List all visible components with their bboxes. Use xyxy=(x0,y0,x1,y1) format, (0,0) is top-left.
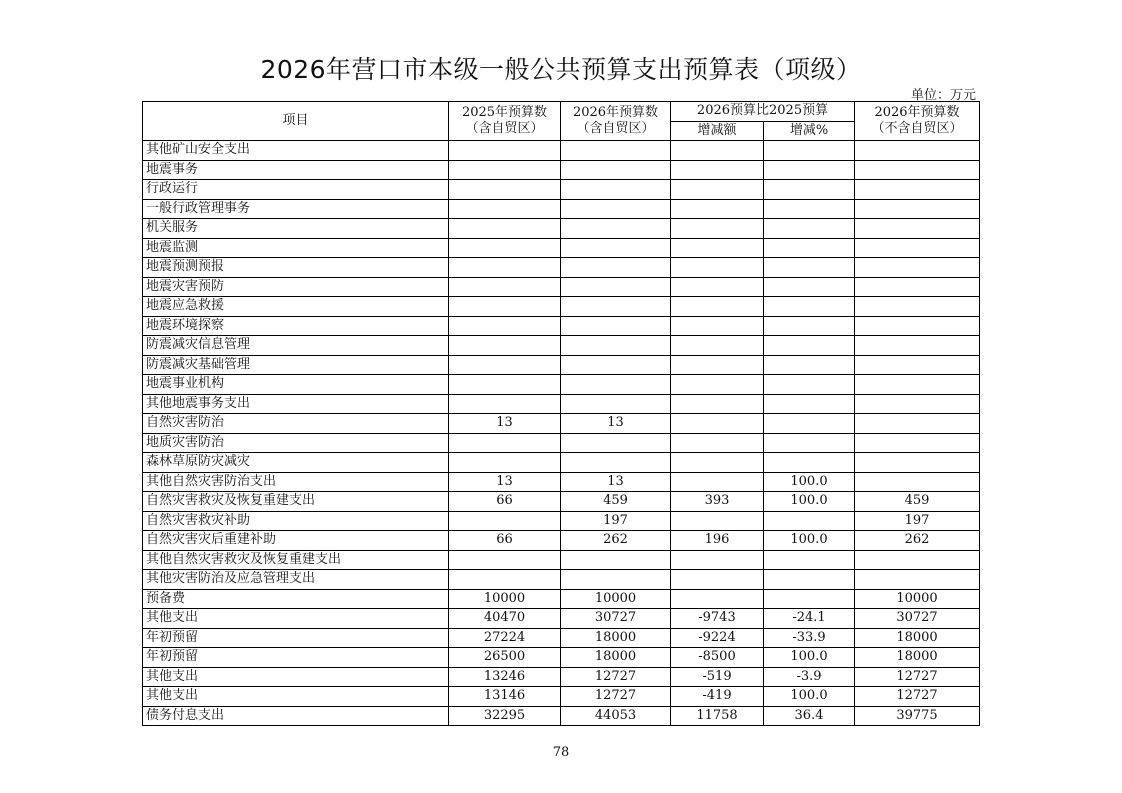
item-name-cell: 其他灾害防治及应急管理支出 xyxy=(143,570,449,590)
change-amount-cell xyxy=(671,141,764,161)
budget-2026-cell xyxy=(561,277,671,297)
change-amount-cell xyxy=(671,453,764,473)
change-amount-cell: 11758 xyxy=(671,706,764,726)
change-pct-cell xyxy=(764,433,855,453)
budget-2026-excl-cell: 459 xyxy=(855,492,980,512)
table-row xyxy=(143,550,980,570)
budget-2026-excl-cell: 18000 xyxy=(855,628,980,648)
item-name-cell: 债务付息支出 xyxy=(143,706,449,726)
table-row xyxy=(143,648,980,668)
change-pct-cell xyxy=(764,570,855,590)
table-row xyxy=(143,375,980,395)
change-pct-cell: 100.0 xyxy=(764,472,855,492)
change-pct-cell xyxy=(764,414,855,434)
item-name-cell: 年初预留 xyxy=(143,648,449,668)
change-pct-cell xyxy=(764,375,855,395)
item-name-cell: 自然灾害灾后重建补助 xyxy=(143,531,449,551)
change-amount-cell xyxy=(671,589,764,609)
change-pct-cell xyxy=(764,238,855,258)
change-amount-cell xyxy=(671,570,764,590)
item-name-cell: 其他地震事务支出 xyxy=(143,394,449,414)
budget-2026-cell xyxy=(561,180,671,200)
header-2026-line1: 2026年预算数 xyxy=(572,105,659,120)
change-pct-cell xyxy=(764,355,855,375)
change-amount-cell: -9224 xyxy=(671,628,764,648)
change-amount-cell: -419 xyxy=(671,687,764,707)
change-amount-cell xyxy=(671,472,764,492)
header-change-amount: 增减额 xyxy=(671,121,764,141)
budget-2025-cell: 13146 xyxy=(449,687,561,707)
item-name-cell: 地质灾害防治 xyxy=(143,433,449,453)
change-amount-cell xyxy=(671,550,764,570)
budget-2026-cell: 459 xyxy=(561,492,671,512)
budget-2026-excl-cell: 12727 xyxy=(855,687,980,707)
budget-2025-cell xyxy=(449,570,561,590)
change-pct-cell xyxy=(764,453,855,473)
change-pct-cell xyxy=(764,511,855,531)
change-amount-cell xyxy=(671,199,764,219)
change-amount-cell xyxy=(671,355,764,375)
budget-2026-cell xyxy=(561,570,671,590)
budget-2026-excl-cell xyxy=(855,375,980,395)
item-name-cell: 年初预留 xyxy=(143,628,449,648)
budget-2026-cell xyxy=(561,258,671,278)
budget-2026-cell: 18000 xyxy=(561,628,671,648)
change-amount-cell xyxy=(671,316,764,336)
change-amount-cell xyxy=(671,297,764,317)
budget-2025-cell xyxy=(449,180,561,200)
table-row xyxy=(143,141,980,161)
change-pct-cell xyxy=(764,219,855,239)
budget-2026-cell: 44053 xyxy=(561,706,671,726)
budget-2026-excl-cell: 30727 xyxy=(855,609,980,629)
header-compare-group: 2026预算比2025预算 xyxy=(671,102,855,122)
budget-2026-excl-cell xyxy=(855,453,980,473)
budget-2025-cell xyxy=(449,277,561,297)
budget-2025-cell xyxy=(449,199,561,219)
change-pct-cell xyxy=(764,550,855,570)
budget-2026-cell xyxy=(561,550,671,570)
table-row xyxy=(143,355,980,375)
change-pct-cell: -33.9 xyxy=(764,628,855,648)
item-name-cell: 其他自然灾害救灾及恢复重建支出 xyxy=(143,550,449,570)
change-amount-cell: 196 xyxy=(671,531,764,551)
item-name-cell: 其他支出 xyxy=(143,687,449,707)
change-pct-cell xyxy=(764,316,855,336)
table-row xyxy=(143,160,980,180)
budget-2026-cell: 13 xyxy=(561,414,671,434)
change-amount-cell xyxy=(671,414,764,434)
budget-2025-cell: 66 xyxy=(449,492,561,512)
table-row xyxy=(143,511,980,531)
item-name-cell: 地震环境探察 xyxy=(143,316,449,336)
budget-2026-excl-cell: 262 xyxy=(855,531,980,551)
unit-label: 单位：万元 xyxy=(910,88,976,103)
header-change-pct: 增减% xyxy=(764,121,855,141)
change-pct-cell: 100.0 xyxy=(764,648,855,668)
budget-2025-cell: 40470 xyxy=(449,609,561,629)
budget-2026-cell: 18000 xyxy=(561,648,671,668)
change-amount-cell xyxy=(671,238,764,258)
table-row xyxy=(143,609,980,629)
budget-2026-excl-cell xyxy=(855,433,980,453)
change-amount-cell: -9743 xyxy=(671,609,764,629)
budget-2025-cell xyxy=(449,238,561,258)
budget-2026-excl-cell xyxy=(855,199,980,219)
budget-2026-cell: 12727 xyxy=(561,687,671,707)
table-row xyxy=(143,433,980,453)
table-row xyxy=(143,394,980,414)
change-amount-cell: -8500 xyxy=(671,648,764,668)
budget-2026-excl-cell xyxy=(855,277,980,297)
table-row xyxy=(143,667,980,687)
budget-2026-excl-cell xyxy=(855,355,980,375)
budget-2025-cell xyxy=(449,160,561,180)
budget-2026-excl-cell xyxy=(855,550,980,570)
budget-2026-excl-cell: 18000 xyxy=(855,648,980,668)
change-amount-cell xyxy=(671,219,764,239)
table-row xyxy=(143,297,980,317)
budget-2025-cell: 26500 xyxy=(449,648,561,668)
budget-2026-cell xyxy=(561,141,671,161)
budget-2025-cell xyxy=(449,316,561,336)
header-item: 项目 xyxy=(143,102,449,141)
budget-2026-excl-cell xyxy=(855,238,980,258)
budget-2026-excl-cell: 12727 xyxy=(855,667,980,687)
budget-2026-cell xyxy=(561,199,671,219)
budget-2026-cell xyxy=(561,433,671,453)
item-name-cell: 自然灾害防治 xyxy=(143,414,449,434)
change-pct-cell xyxy=(764,199,855,219)
change-amount-cell xyxy=(671,180,764,200)
budget-2026-excl-cell xyxy=(855,336,980,356)
header-2026-excl-line1: 2026年预算数 xyxy=(874,105,960,120)
header-2026 xyxy=(561,102,671,141)
change-pct-cell xyxy=(764,589,855,609)
budget-2026-cell: 13 xyxy=(561,472,671,492)
item-name-cell: 其他支出 xyxy=(143,667,449,687)
item-name-cell: 自然灾害救灾补助 xyxy=(143,511,449,531)
table-row xyxy=(143,570,980,590)
budget-2025-cell: 13 xyxy=(449,414,561,434)
budget-2026-cell xyxy=(561,238,671,258)
budget-2026-excl-cell xyxy=(855,414,980,434)
item-name-cell: 一般行政管理事务 xyxy=(143,199,449,219)
change-pct-cell xyxy=(764,141,855,161)
change-pct-cell xyxy=(764,336,855,356)
budget-2026-excl-cell xyxy=(855,316,980,336)
budget-2025-cell xyxy=(449,258,561,278)
table-row xyxy=(143,277,980,297)
table-row xyxy=(143,219,980,239)
header-2026-excl-line2: （不含自贸区） xyxy=(871,121,963,136)
change-amount-cell: 393 xyxy=(671,492,764,512)
budget-2026-cell: 10000 xyxy=(561,589,671,609)
change-pct-cell: -24.1 xyxy=(764,609,855,629)
change-amount-cell xyxy=(671,336,764,356)
table-row xyxy=(143,238,980,258)
page-title: 2026年营口市本级一般公共预算支出预算表（项级） xyxy=(260,55,862,84)
change-amount-cell: -519 xyxy=(671,667,764,687)
header-2025-line1: 2025年预算数 xyxy=(461,105,548,120)
change-amount-cell xyxy=(671,277,764,297)
item-name-cell: 地震预测预报 xyxy=(143,258,449,278)
change-pct-cell xyxy=(764,160,855,180)
budget-2025-cell: 32295 xyxy=(449,706,561,726)
table-row xyxy=(143,687,980,707)
budget-2025-cell xyxy=(449,219,561,239)
change-amount-cell xyxy=(671,433,764,453)
budget-2026-cell: 262 xyxy=(561,531,671,551)
budget-2026-cell xyxy=(561,219,671,239)
budget-2025-cell xyxy=(449,394,561,414)
item-name-cell: 其他自然灾害防治支出 xyxy=(143,472,449,492)
item-name-cell: 地震监测 xyxy=(143,238,449,258)
budget-2025-cell xyxy=(449,355,561,375)
budget-table xyxy=(142,101,980,726)
change-amount-cell xyxy=(671,394,764,414)
header-2026-line2: （含自贸区） xyxy=(576,121,655,136)
change-pct-cell xyxy=(764,180,855,200)
budget-2026-excl-cell xyxy=(855,180,980,200)
budget-2026-cell: 30727 xyxy=(561,609,671,629)
budget-2026-cell xyxy=(561,316,671,336)
table-row xyxy=(143,199,980,219)
item-name-cell: 行政运行 xyxy=(143,180,449,200)
budget-2026-cell xyxy=(561,453,671,473)
budget-2026-excl-cell xyxy=(855,160,980,180)
budget-2025-cell xyxy=(449,550,561,570)
change-pct-cell xyxy=(764,277,855,297)
budget-2025-cell: 66 xyxy=(449,531,561,551)
change-pct-cell: 100.0 xyxy=(764,687,855,707)
table-body xyxy=(143,141,980,726)
budget-2026-cell: 197 xyxy=(561,511,671,531)
change-pct-cell: 36.4 xyxy=(764,706,855,726)
table-row xyxy=(143,258,980,278)
change-amount-cell xyxy=(671,511,764,531)
budget-2026-excl-cell xyxy=(855,258,980,278)
item-name-cell: 地震应急救援 xyxy=(143,297,449,317)
item-name-cell: 防震减灾信息管理 xyxy=(143,336,449,356)
item-name-cell: 地震事务 xyxy=(143,160,449,180)
budget-2025-cell: 27224 xyxy=(449,628,561,648)
table-row xyxy=(143,589,980,609)
budget-2025-cell xyxy=(449,336,561,356)
budget-2026-cell xyxy=(561,375,671,395)
change-amount-cell xyxy=(671,160,764,180)
budget-2025-cell: 13246 xyxy=(449,667,561,687)
budget-2026-excl-cell xyxy=(855,570,980,590)
table-row xyxy=(143,628,980,648)
table-row xyxy=(143,706,980,726)
change-amount-cell xyxy=(671,375,764,395)
budget-2026-cell xyxy=(561,336,671,356)
budget-2026-excl-cell: 10000 xyxy=(855,589,980,609)
table-header xyxy=(143,102,980,141)
budget-2025-cell xyxy=(449,375,561,395)
budget-2025-cell: 13 xyxy=(449,472,561,492)
change-pct-cell: 100.0 xyxy=(764,531,855,551)
table-row xyxy=(143,336,980,356)
budget-2025-cell xyxy=(449,453,561,473)
item-name-cell: 防震减灾基础管理 xyxy=(143,355,449,375)
budget-2026-excl-cell: 39775 xyxy=(855,706,980,726)
item-name-cell: 其他支出 xyxy=(143,609,449,629)
table-row xyxy=(143,180,980,200)
table-row xyxy=(143,472,980,492)
budget-2026-excl-cell xyxy=(855,472,980,492)
table-row xyxy=(143,531,980,551)
item-name-cell: 机关服务 xyxy=(143,219,449,239)
budget-2026-excl-cell xyxy=(855,297,980,317)
page-number: 78 xyxy=(552,745,570,760)
change-pct-cell: 100.0 xyxy=(764,492,855,512)
change-amount-cell xyxy=(671,258,764,278)
change-pct-cell xyxy=(764,394,855,414)
header-2025 xyxy=(449,102,561,141)
budget-2026-excl-cell xyxy=(855,141,980,161)
budget-2026-cell: 12727 xyxy=(561,667,671,687)
budget-2026-excl-cell xyxy=(855,219,980,239)
item-name-cell: 预备费 xyxy=(143,589,449,609)
budget-2026-cell xyxy=(561,297,671,317)
table-row xyxy=(143,492,980,512)
item-name-cell: 自然灾害救灾及恢复重建支出 xyxy=(143,492,449,512)
change-pct-cell: -3.9 xyxy=(764,667,855,687)
change-pct-cell xyxy=(764,297,855,317)
budget-2025-cell xyxy=(449,141,561,161)
table-row xyxy=(143,414,980,434)
budget-2025-cell xyxy=(449,297,561,317)
budget-2025-cell: 10000 xyxy=(449,589,561,609)
budget-2025-cell xyxy=(449,433,561,453)
item-name-cell: 地震灾害预防 xyxy=(143,277,449,297)
budget-2026-cell xyxy=(561,394,671,414)
change-pct-cell xyxy=(764,258,855,278)
table-row xyxy=(143,316,980,336)
table-row xyxy=(143,453,980,473)
header-2025-line2: （含自贸区） xyxy=(465,121,544,136)
item-name-cell: 其他矿山安全支出 xyxy=(143,141,449,161)
budget-2025-cell xyxy=(449,511,561,531)
item-name-cell: 地震事业机构 xyxy=(143,375,449,395)
budget-2026-excl-cell xyxy=(855,394,980,414)
budget-2026-excl-cell: 197 xyxy=(855,511,980,531)
header-2026-excl xyxy=(855,102,980,141)
budget-2026-cell xyxy=(561,355,671,375)
item-name-cell: 森林草原防灾减灾 xyxy=(143,453,449,473)
budget-2026-cell xyxy=(561,160,671,180)
